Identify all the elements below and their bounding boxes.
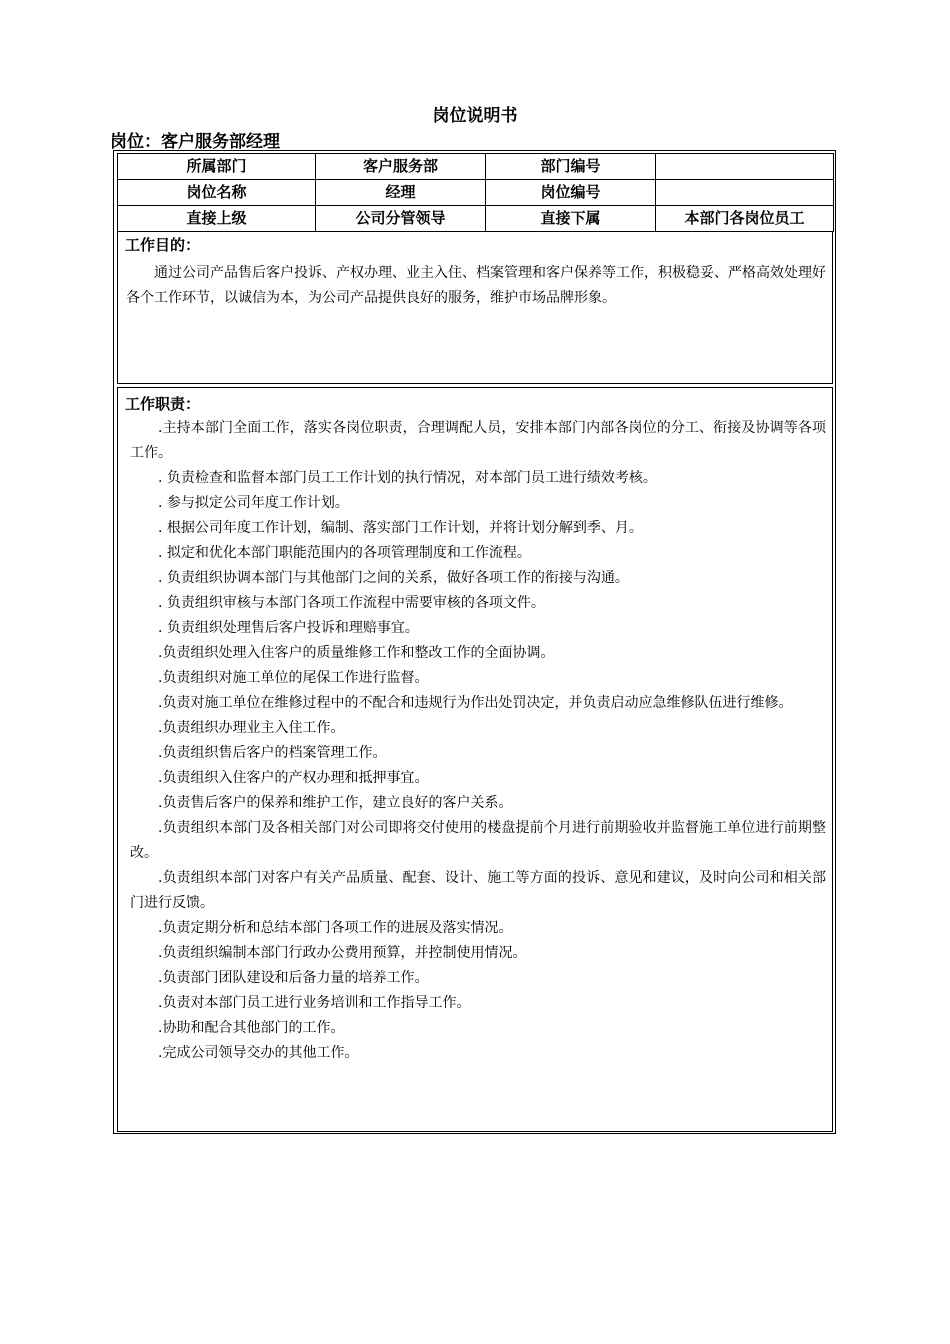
value-position-name: 经理 <box>316 180 486 206</box>
document-title: 岗位说明书 <box>432 106 518 126</box>
list-item: . 负责检查和监督本部门员工工作计划的执行情况，对本部门员工进行绩效考核。 <box>158 470 657 486</box>
label-position-code: 岗位编号 <box>486 180 656 206</box>
list-item: .负责组织售后客户的档案管理工作。 <box>158 745 387 761</box>
work-purpose-title: 工作目的： <box>125 236 201 254</box>
list-item: .主持本部门全面工作，落实各岗位职责，合理调配人员，安排本部门内部各岗位的分工、衔接及协调等各项工作。 <box>130 420 826 461</box>
table-row <box>118 154 834 180</box>
list-item: .负责定期分析和总结本部门各项工作的进展及落实情况。 <box>158 920 513 936</box>
value-direct-supervisor: 公司分管领导 <box>316 206 486 232</box>
table-row <box>118 206 834 232</box>
list-item: .负责部门团队建设和后备力量的培养工作。 <box>158 970 429 986</box>
list-item: . 拟定和优化本部门职能范围内的各项管理制度和工作流程。 <box>158 545 531 561</box>
list-item: . 根据公司年度工作计划，编制、落实部门工作计划，并将计划分解到季、月。 <box>158 520 643 536</box>
value-direct-subordinates: 本部门各岗位员工 <box>656 206 834 232</box>
label-department: 所属部门 <box>118 154 316 180</box>
list-item: .负责组织本部门及各相关部门对公司即将交付使用的楼盘提前个月进行前期验收并监督施工单位进行前期整改。 <box>130 820 826 861</box>
list-item: . 负责组织协调本部门与其他部门之间的关系，做好各项工作的衔接与沟通。 <box>158 570 629 586</box>
label-position-name: 岗位名称 <box>118 180 316 206</box>
list-item: .负责组织处理入住客户的质量维修工作和整改工作的全面协调。 <box>158 645 555 661</box>
job-description-form <box>113 150 836 1134</box>
position-heading: 岗位：客户服务部经理 <box>110 132 280 152</box>
list-item: . 负责组织处理售后客户投诉和理赔事宜。 <box>158 620 419 636</box>
table-row <box>118 180 834 206</box>
list-item: .负责组织入住客户的产权办理和抵押事宜。 <box>158 770 429 786</box>
list-item: .负责组织编制本部门行政办公费用预算，并控制使用情况。 <box>158 945 527 961</box>
work-purpose-section <box>117 231 833 384</box>
work-purpose-text: 通过公司产品售后客户投诉、产权办理、业主入住、档案管理和客户保养等工作，积极稳妥、严格高效处理好各个工作环节，以诚信为本，为公司产品提供良好的服务，维护市场品牌形象。 <box>126 265 826 306</box>
list-item: .负责对本部门员工进行业务培训和工作指导工作。 <box>158 995 471 1011</box>
list-item: . 参与拟定公司年度工作计划。 <box>158 495 349 511</box>
value-department: 客户服务部 <box>316 154 486 180</box>
list-item: .负责组织对施工单位的尾保工作进行监督。 <box>158 670 429 686</box>
list-item: .负责组织办理业主入住工作。 <box>158 720 345 736</box>
label-department-code: 部门编号 <box>486 154 656 180</box>
list-item: . 负责组织审核与本部门各项工作流程中需要审核的各项文件。 <box>158 595 545 611</box>
work-duties-title: 工作职责： <box>125 395 201 413</box>
list-item: .负责组织本部门对客户有关产品质量、配套、设计、施工等方面的投诉、意见和建议，及时向公司和相关部门进行反馈。 <box>130 870 826 911</box>
list-item: .负责售后客户的保养和维护工作，建立良好的客户关系。 <box>158 795 513 811</box>
label-direct-supervisor: 直接上级 <box>118 206 316 232</box>
label-direct-subordinates: 直接下属 <box>486 206 656 232</box>
list-item: .协助和配合其他部门的工作。 <box>158 1020 345 1036</box>
list-item: .完成公司领导交办的其他工作。 <box>158 1045 359 1061</box>
value-department-code <box>656 154 834 180</box>
work-duties-section <box>117 387 833 1132</box>
list-item: .负责对施工单位在维修过程中的不配合和违规行为作出处罚决定，并负责启动应急维修队伍进行维修。 <box>158 695 793 711</box>
value-position-code <box>656 180 834 206</box>
position-info-table <box>117 153 834 232</box>
duties-list <box>130 416 826 1066</box>
